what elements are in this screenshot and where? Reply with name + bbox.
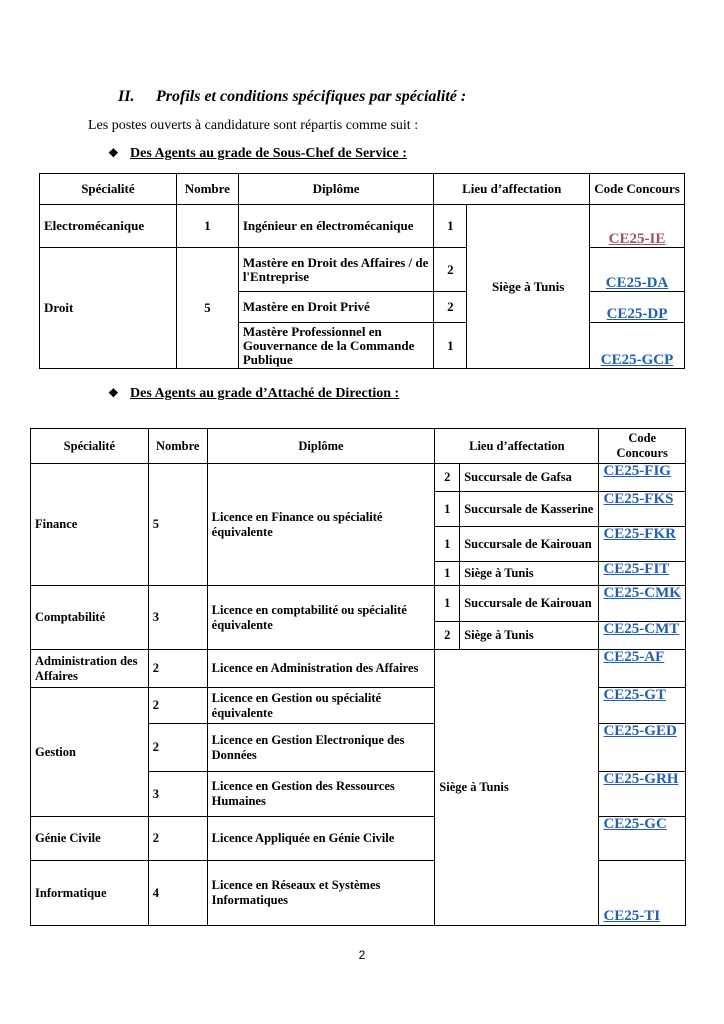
code-link[interactable]: CE25-TI (599, 861, 686, 926)
header-lieu: Lieu d’affectation (434, 174, 590, 205)
cell-count: 1 (435, 562, 460, 586)
header-diplome: Diplôme (238, 174, 434, 205)
cell-specialite: Electromécanique (40, 205, 177, 248)
table-row (31, 464, 686, 492)
cell-nombre: 3 (148, 586, 207, 650)
table-sous-chef (39, 173, 685, 369)
cell-lieu: Succursale de Kasserine (460, 492, 599, 527)
cell-diplome: Mastère en Droit des Affaires / de l'Entreprise (238, 248, 434, 292)
table-header-row (31, 429, 686, 464)
cell-diplome: Licence Appliquée en Génie Civile (207, 817, 435, 861)
cell-count: 2 (435, 622, 460, 650)
cell-count: 1 (435, 492, 460, 527)
page-number: 2 (358, 948, 366, 962)
code-link[interactable]: CE25-FIT (599, 562, 686, 586)
code-link[interactable]: CE25-FIG (599, 464, 686, 492)
header-nombre: Nombre (148, 429, 207, 464)
cell-lieu: Succursale de Gafsa (460, 464, 599, 492)
code-link[interactable]: CE25-GT (599, 688, 686, 724)
cell-specialite: Finance (31, 464, 149, 586)
code-link[interactable]: CE25-IE (590, 205, 685, 248)
table1-heading: ❖ Des Agents au grade de Sous-Chef de Service : (108, 146, 407, 161)
code-link[interactable]: CE25-FKR (599, 527, 686, 562)
cell-specialite: Comptabilité (31, 586, 149, 650)
header-code: Code Concours (599, 429, 686, 464)
table2-heading: ❖ Des Agents au grade d’Attaché de Direction : (108, 386, 400, 401)
code-link[interactable]: CE25-DP (590, 292, 685, 323)
diamond-bullet-icon: ❖ (108, 386, 119, 400)
table-header-row (40, 174, 685, 205)
cell-count: 2 (435, 464, 460, 492)
cell-specialite: Gestion (31, 688, 149, 817)
cell-specialite: Droit (40, 248, 177, 369)
section-intro: Les postes ouverts à candidature sont répartis comme suit : (88, 118, 419, 133)
cell-diplome: Licence en Gestion ou spécialité équivalente (207, 688, 435, 724)
diamond-bullet-icon: ❖ (108, 146, 119, 160)
cell-nombre: 2 (148, 688, 207, 724)
header-diplome: Diplôme (207, 429, 435, 464)
cell-count: 1 (434, 205, 467, 248)
cell-lieu: Siège à Tunis (435, 650, 599, 926)
cell-count: 1 (435, 527, 460, 562)
section-title (118, 88, 466, 106)
cell-nombre: 4 (148, 861, 207, 926)
cell-specialite: Informatique (31, 861, 149, 926)
cell-lieu: Succursale de Kairouan (460, 527, 599, 562)
cell-specialite: Génie Civile (31, 817, 149, 861)
table-attache-direction (30, 428, 686, 926)
cell-lieu: Siège à Tunis (460, 562, 599, 586)
code-link[interactable]: CE25-GRH (599, 772, 686, 817)
cell-count: 2 (434, 292, 467, 323)
header-nombre: Nombre (176, 174, 238, 205)
code-link[interactable]: CE25-GED (599, 724, 686, 772)
cell-diplome: Mastère Professionnel en Gouvernance de la Commande Publique (238, 323, 434, 369)
cell-count: 1 (434, 323, 467, 369)
section-title-text: Profils et conditions spécifiques par spécialité : (156, 88, 467, 105)
code-link[interactable]: CE25-GC (599, 817, 686, 861)
header-lieu: Lieu d’affectation (435, 429, 599, 464)
header-specialite: Spécialité (40, 174, 177, 205)
code-link[interactable]: CE25-CMT (599, 622, 686, 650)
cell-lieu: Siège à Tunis (460, 622, 599, 650)
cell-nombre: 5 (148, 464, 207, 586)
code-link[interactable]: CE25-GCP (590, 323, 685, 369)
cell-nombre: 5 (176, 248, 238, 369)
cell-diplome: Mastère en Droit Privé (238, 292, 434, 323)
cell-specialite: Administration des Affaires (31, 650, 149, 688)
cell-nombre: 1 (176, 205, 238, 248)
cell-nombre: 3 (148, 772, 207, 817)
section-number: II. (118, 88, 135, 105)
table-row (40, 205, 685, 248)
cell-diplome: Licence en Gestion Electronique des Données (207, 724, 435, 772)
table-row (31, 586, 686, 622)
cell-diplome: Ingénieur en électromécanique (238, 205, 434, 248)
cell-lieu: Succursale de Kairouan (460, 586, 599, 622)
cell-nombre: 2 (148, 724, 207, 772)
header-specialite: Spécialité (31, 429, 149, 464)
cell-diplome: Licence en Finance ou spécialité équivalente (207, 464, 435, 586)
table-row (31, 650, 686, 688)
code-link[interactable]: CE25-CMK (599, 586, 686, 622)
cell-diplome: Licence en Réseaux et Systèmes Informatiques (207, 861, 435, 926)
cell-diplome: Licence en Administration des Affaires (207, 650, 435, 688)
cell-nombre: 2 (148, 817, 207, 861)
header-code: Code Concours (590, 174, 685, 205)
code-link[interactable]: CE25-DA (590, 248, 685, 292)
cell-count: 2 (434, 248, 467, 292)
cell-nombre: 2 (148, 650, 207, 688)
cell-count: 1 (435, 586, 460, 622)
cell-diplome: Licence en comptabilité ou spécialité équivalente (207, 586, 435, 650)
cell-lieu: Siège à Tunis (467, 205, 590, 369)
cell-diplome: Licence en Gestion des Ressources Humaines (207, 772, 435, 817)
code-link[interactable]: CE25-AF (599, 650, 686, 688)
code-link[interactable]: CE25-FKS (599, 492, 686, 527)
